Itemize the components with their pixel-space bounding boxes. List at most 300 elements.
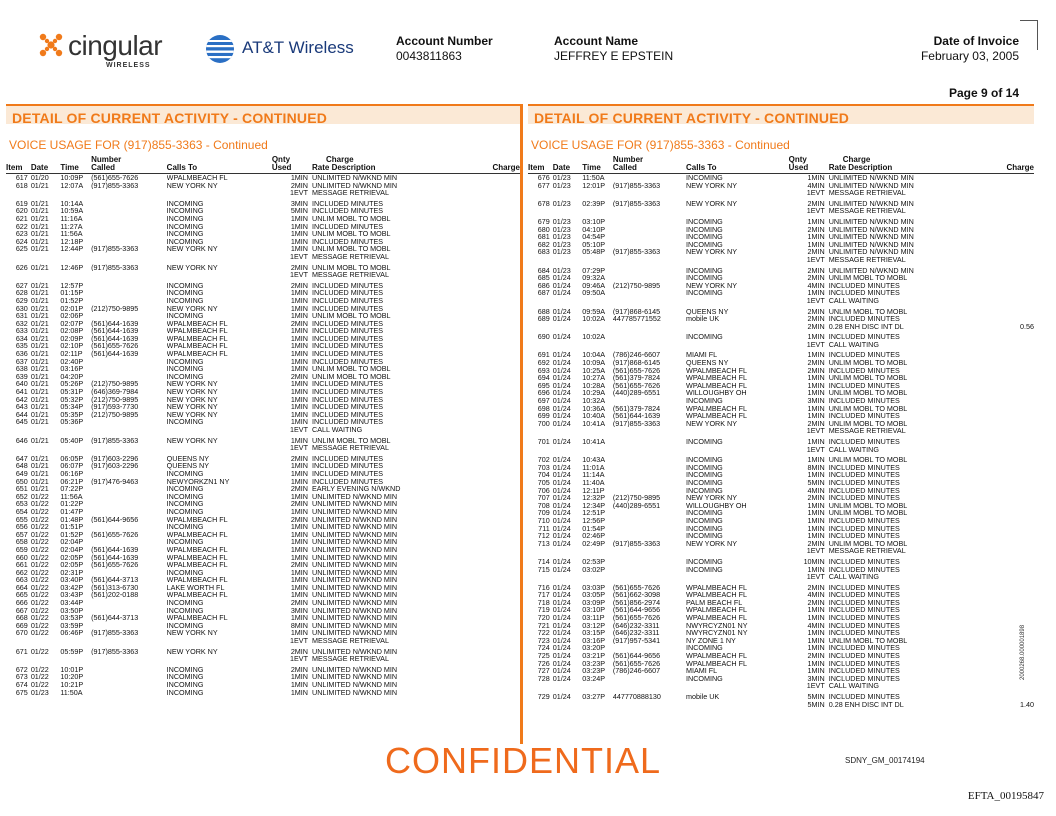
- rate-description: MESSAGE RETRIEVAL: [312, 271, 389, 280]
- item-number: 660: [15, 553, 28, 562]
- item-number: 661: [15, 561, 28, 569]
- invoice-date-label: Date of Invoice: [933, 34, 1019, 48]
- quantity-used: 1MIN: [807, 333, 825, 341]
- call-date: 01/24: [552, 621, 571, 630]
- item-number: 673: [15, 673, 28, 681]
- quantity-used: 2MIN: [807, 315, 825, 323]
- call-date: 01/21: [30, 410, 49, 419]
- table-row: [6, 245, 520, 253]
- call-date: 01/24: [552, 389, 571, 398]
- calls-to: INCOMING: [166, 469, 204, 478]
- call-date: 01/23: [552, 225, 571, 234]
- usage-table-body: [528, 174, 1034, 709]
- number-called: [613, 397, 686, 405]
- section-title: DETAIL OF CURRENT ACTIVITY - CONTINUED: [12, 110, 328, 126]
- call-time: 02:39P: [582, 199, 606, 208]
- rate-description: UNLIM MOBL TO MOBL: [312, 245, 391, 253]
- calls-to: WPALMBEACH FL: [166, 591, 228, 600]
- quantity-used: 1MIN: [807, 532, 825, 540]
- number-called: (561)655-7626: [612, 583, 661, 592]
- number-called: [613, 464, 686, 472]
- call-time: 01:48P: [60, 515, 84, 524]
- table-row: [528, 218, 1034, 226]
- column-divider: [520, 104, 523, 744]
- charge-amount: [981, 667, 1034, 675]
- calls-to: QUEENS NY: [686, 307, 729, 316]
- call-date: 01/22: [30, 647, 49, 656]
- table-row: [528, 248, 1034, 256]
- number-called: (917)855-3363: [91, 629, 139, 638]
- call-date: 01/21: [30, 436, 49, 445]
- quantity-used: 1MIN: [807, 438, 825, 446]
- call-time: 12:01P: [582, 181, 606, 190]
- item-number: [6, 655, 31, 666]
- item-number: 700: [537, 419, 550, 428]
- rate-description: UNLIMITED N/WKND MIN: [312, 500, 398, 508]
- number-called: [613, 274, 686, 282]
- call-time: 10:20P: [60, 673, 84, 681]
- charge-amount: [467, 455, 520, 463]
- quantity-used: 1MIN: [290, 681, 308, 689]
- charge-amount: [467, 358, 520, 366]
- rate-description: UNLIM MOBL TO MOBL: [312, 372, 391, 381]
- call-time: 12:51P: [582, 509, 606, 517]
- charge-amount: [981, 456, 1034, 464]
- table-row: [6, 531, 520, 539]
- quantity-used: 1EVT: [806, 340, 825, 349]
- charge-amount: [981, 367, 1034, 375]
- call-time: 10:41A: [582, 438, 606, 446]
- rate-description: UNLIMITED N/WKND MIN: [312, 681, 398, 689]
- item-number: 664: [15, 583, 28, 592]
- calls-to: NEW YORK NY: [686, 281, 738, 290]
- column-header: Time: [60, 164, 91, 174]
- item-number: 658: [15, 538, 28, 546]
- call-date: 01/21: [30, 418, 49, 426]
- call-date: 01/22: [30, 614, 49, 622]
- quantity-used: 3MIN: [807, 397, 825, 405]
- table-row: [6, 614, 520, 622]
- quantity-used: 2MIN: [290, 599, 308, 607]
- rate-description: INCLUDED MINUTES: [828, 516, 900, 525]
- call-time: 12:18P: [60, 237, 84, 246]
- rate-description: INCLUDED MINUTES: [828, 524, 900, 533]
- account-name-block: [554, 34, 673, 64]
- number-called: (646)369-7984: [91, 388, 139, 396]
- column-header: Called: [613, 164, 686, 174]
- item-number: 631: [15, 312, 28, 320]
- table-row: [528, 438, 1034, 446]
- number-called: [613, 701, 686, 709]
- call-date: 01/24: [552, 478, 571, 487]
- calls-to: INCOMING: [686, 644, 723, 653]
- call-date: 01/21: [30, 319, 49, 328]
- charge-amount: [467, 444, 520, 455]
- rate-description: INCLUDED MINUTES: [828, 565, 900, 574]
- call-date: 01/23: [552, 199, 571, 208]
- number-called: [91, 607, 167, 615]
- number-called: (917)855-3363: [612, 199, 661, 208]
- call-date: 01/24: [552, 404, 571, 413]
- call-date: 01/24: [552, 351, 571, 360]
- item-number: [528, 446, 553, 457]
- call-time: 05:59P: [60, 647, 84, 656]
- call-date: 01/21: [30, 281, 49, 290]
- call-date: 01/22: [30, 515, 49, 524]
- call-time: 05:35P: [60, 410, 84, 419]
- rate-description: INCLUDED MINUTES: [312, 222, 384, 231]
- quantity-used: 1EVT: [290, 189, 308, 198]
- calls-to: [686, 207, 789, 218]
- call-date: 01/24: [552, 659, 571, 668]
- table-row: [528, 525, 1034, 533]
- calls-to: [686, 323, 789, 334]
- invoice-date-block: [921, 34, 1019, 64]
- rate-description: UNLIMITED N/WKND MIN: [312, 647, 398, 656]
- call-time: [60, 271, 91, 282]
- charge-amount: [467, 576, 520, 584]
- number-called: (917)855-3363: [612, 181, 661, 190]
- charge-amount: [981, 540, 1034, 548]
- rate-description: UNLIM MOBL TO MOBL: [828, 404, 908, 413]
- calls-to: NEW YORK NY: [686, 248, 738, 256]
- rate-description: INCLUDED MINUTES: [828, 463, 900, 472]
- number-called: (917)593-7730: [91, 403, 139, 411]
- number-called: 447770888130: [612, 693, 661, 701]
- quantity-used: 1MIN: [290, 327, 308, 335]
- call-time: 10:09A: [582, 359, 606, 367]
- table-row: [6, 282, 520, 290]
- call-time: 02:01P: [60, 304, 84, 313]
- charge-amount: [467, 655, 520, 666]
- quantity-used: 5MIN: [807, 478, 825, 487]
- item-number: 637: [15, 357, 28, 366]
- number-called: (561)644-9656: [612, 606, 661, 615]
- call-date: 01/21: [30, 357, 49, 366]
- charge-amount: [981, 182, 1034, 190]
- calls-to: NEWYORKZN1 NY: [166, 477, 230, 486]
- quantity-used: 1MIN: [807, 524, 825, 533]
- quantity-used: 2MIN: [807, 248, 825, 256]
- quantity-used: 1EVT: [806, 445, 825, 454]
- call-date: 01/23: [552, 217, 571, 226]
- table-row: [6, 223, 520, 231]
- table-row: [6, 320, 520, 328]
- call-time: 10:21P: [60, 681, 84, 689]
- item-number: [528, 341, 553, 352]
- charge-amount: [981, 532, 1034, 540]
- call-date: 01/21: [30, 380, 49, 389]
- quantity-used: 2MIN: [290, 647, 308, 656]
- table-row: [528, 675, 1034, 683]
- call-date: 01/21: [30, 365, 49, 373]
- call-date: 01/22: [30, 621, 49, 630]
- table-row: [6, 437, 520, 445]
- quantity-used: 1MIN: [807, 636, 825, 645]
- number-called: [613, 682, 686, 693]
- call-time: 10:43A: [582, 456, 606, 464]
- quantity-used: 2MIN: [290, 372, 308, 381]
- rate-description: UNLIMITED N/WKND MIN: [312, 606, 398, 615]
- call-time: 05:10P: [582, 240, 606, 249]
- charge-amount: [467, 238, 520, 246]
- rate-description: MESSAGE RETRIEVAL: [312, 252, 389, 261]
- calls-to: NEW YORK NY: [686, 419, 738, 428]
- call-time: 11:40A: [582, 478, 605, 487]
- charge-amount: [467, 437, 520, 445]
- charge-amount: [981, 405, 1034, 413]
- call-date: 01/21: [30, 296, 49, 305]
- calls-to: INCOMING: [166, 681, 204, 689]
- table-row: [6, 655, 520, 666]
- calls-to: INCOMING: [166, 296, 204, 305]
- call-time: 10:32A: [582, 397, 606, 405]
- number-called: [613, 218, 686, 226]
- call-date: 01/23: [552, 240, 571, 249]
- call-date: 01/21: [30, 342, 49, 351]
- call-date: 01/24: [552, 501, 571, 510]
- number-called: (561)644-1639: [91, 334, 139, 343]
- table-row: [6, 297, 520, 305]
- number-called: [91, 681, 167, 689]
- charge-amount: [981, 682, 1034, 693]
- calls-to: WPALMBEACH FL: [686, 614, 748, 622]
- number-called: [613, 256, 686, 267]
- item-number: [528, 323, 553, 334]
- rate-description: INCLUDED MINUTES: [828, 621, 900, 630]
- call-date: 01/22: [30, 606, 49, 615]
- rate-description: UNLIM MOBL TO MOBL: [828, 274, 908, 282]
- rate-description: INCLUDED MINUTES: [828, 583, 900, 592]
- rate-description: UNLIMITED N/WKND MIN: [312, 523, 398, 531]
- usage-table: [6, 156, 520, 696]
- quantity-used: 1MIN: [290, 545, 308, 554]
- rate-description: UNLIM MOBL TO MOBL: [828, 374, 908, 382]
- table-row: [6, 500, 520, 508]
- calls-to: [167, 426, 272, 437]
- call-time: 02:04P: [60, 545, 84, 554]
- call-time: 10:02A: [582, 333, 606, 341]
- calls-to: [167, 271, 272, 282]
- charge-amount: [467, 538, 520, 546]
- table-row: [528, 573, 1034, 584]
- item-number: 690: [537, 333, 550, 341]
- quantity-used: 2MIN: [807, 199, 825, 208]
- activity-column-left: [6, 104, 520, 744]
- quantity-used: 8MIN: [807, 463, 825, 472]
- rate-description: UNLIM MOBL TO MOBL: [312, 365, 391, 373]
- charge-amount: [467, 500, 520, 508]
- number-called: [613, 471, 686, 479]
- rate-description: UNLIMITED N/WKND MIN: [312, 665, 398, 674]
- item-number: [6, 253, 31, 264]
- calls-to: INCOMING: [686, 266, 723, 275]
- table-row: [528, 509, 1034, 517]
- charge-amount: [467, 271, 520, 282]
- number-called: [613, 174, 686, 182]
- number-called: (212)750-9895: [91, 380, 139, 389]
- table-row: [528, 308, 1034, 316]
- charge-amount: [467, 523, 520, 531]
- call-time: 03:59P: [60, 621, 84, 630]
- table-row: [6, 215, 520, 223]
- item-number: 721: [537, 621, 550, 630]
- item-number: 640: [15, 380, 28, 389]
- column-header: Charge: [326, 155, 354, 164]
- item-number: 722: [537, 629, 550, 637]
- item-number: 650: [15, 477, 28, 486]
- rate-description: CALL WAITING: [828, 573, 879, 582]
- table-row: [528, 359, 1034, 367]
- rate-description: UNLIMITED N/WKND MIN: [312, 530, 398, 539]
- call-date: [31, 655, 61, 666]
- rate-description: INCLUDED MINUTES: [312, 319, 384, 328]
- quantity-used: 1MIN: [290, 222, 308, 231]
- rate-description: INCLUDED MINUTES: [828, 693, 900, 701]
- number-called: [91, 297, 167, 305]
- item-number: 619: [15, 199, 28, 208]
- rate-description: INCLUDED MINUTES: [828, 381, 900, 390]
- table-row: [6, 418, 520, 426]
- invoice-date-value: February 03, 2005: [920, 49, 1019, 63]
- number-called: (917)603-2296: [91, 454, 139, 463]
- rate-description: INCLUDED MINUTES: [312, 418, 384, 426]
- quantity-used: 1MIN: [290, 583, 308, 592]
- call-time: 03:03P: [582, 583, 606, 592]
- item-number: 639: [15, 372, 28, 381]
- calls-to: INCOMING: [686, 463, 723, 472]
- call-date: 01/24: [552, 532, 571, 540]
- calls-to: WPALMBEACH FL: [686, 659, 748, 668]
- charge-amount: [981, 359, 1034, 367]
- rate-description: UNLIMITED N/WKND MIN: [312, 545, 398, 554]
- section-title: DETAIL OF CURRENT ACTIVITY - CONTINUED: [534, 110, 850, 126]
- quantity-used: 2MIN: [807, 598, 825, 607]
- table-row: [528, 207, 1034, 218]
- item-number: [528, 573, 553, 584]
- calls-to: [686, 256, 789, 267]
- rate-description: UNLIMITED N/WKND MIN: [312, 553, 398, 562]
- rate-description: INCLUDED MINUTES: [312, 207, 384, 215]
- rate-description: UNLIMITED N/WKND MIN: [828, 173, 914, 182]
- calls-to: INCOMING: [166, 237, 204, 246]
- quantity-used: 1EVT: [806, 207, 825, 216]
- quantity-used: 1MIN: [807, 606, 825, 615]
- table-row: [6, 200, 520, 208]
- item-number: 647: [15, 454, 28, 463]
- number-called: [91, 470, 167, 478]
- rate-description: INCLUDED MINUTES: [828, 652, 900, 660]
- calls-to: INCOMING: [166, 289, 204, 297]
- item-number: 697: [537, 397, 550, 405]
- call-date: 01/23: [552, 181, 571, 190]
- charge-amount: 0.56: [1020, 322, 1034, 331]
- rate-description: UNLIM MOBL TO MOBL: [312, 312, 391, 320]
- charge-amount: [981, 351, 1034, 359]
- calls-to: MIAMI FL: [686, 351, 718, 360]
- call-time: [582, 207, 613, 218]
- account-number-block: [396, 34, 493, 64]
- quantity-used: 1MIN: [290, 591, 308, 600]
- rate-description: UNLIMITED N/WKND MIN: [312, 576, 398, 584]
- calls-to: INCOMING: [686, 240, 723, 249]
- column-header: Qnty: [271, 155, 291, 164]
- charge-amount: [981, 693, 1034, 701]
- rate-description: MESSAGE RETRIEVAL: [828, 189, 906, 198]
- call-date: [31, 189, 61, 200]
- charge-amount: [467, 599, 520, 607]
- item-number: 649: [15, 469, 28, 478]
- charge-amount: [981, 174, 1034, 182]
- calls-to: INCOMING: [686, 674, 723, 683]
- call-time: 03:20P: [582, 644, 606, 653]
- call-date: 01/21: [30, 207, 49, 215]
- rate-description: UNLIMITED N/WKND MIN: [828, 225, 914, 234]
- calls-to: INCOMING: [686, 274, 723, 282]
- quantity-used: 1EVT: [806, 547, 825, 556]
- call-time: [582, 341, 613, 352]
- calls-to: INCOMING: [166, 418, 204, 426]
- call-date: 01/24: [552, 471, 571, 479]
- charge-amount: [981, 599, 1034, 607]
- calls-to: INCOMING: [686, 233, 723, 241]
- call-date: 01/24: [552, 274, 571, 282]
- rate-description: UNLIMITED N/WKND MIN: [828, 266, 914, 275]
- call-time: 03:10P: [582, 217, 606, 226]
- charge-amount: [467, 418, 520, 426]
- number-called: [91, 289, 167, 297]
- quantity-used: 1MIN: [807, 240, 825, 249]
- rate-description: INCLUDED MINUTES: [828, 667, 900, 675]
- item-number: 665: [15, 591, 28, 600]
- item-number: 632: [15, 319, 28, 328]
- rate-description: INCLUDED MINUTES: [312, 395, 384, 404]
- call-date: 01/21: [30, 327, 49, 335]
- call-date: 01/20: [30, 173, 49, 182]
- call-date: 01/21: [30, 214, 49, 223]
- number-called: [91, 523, 167, 531]
- number-called: (917)868-6145: [612, 307, 661, 316]
- charge-amount: [467, 396, 520, 404]
- rate-description: INCLUDED MINUTES: [312, 327, 384, 335]
- table-header-row-top: [6, 156, 520, 164]
- rate-description: UNLIMITED N/WKND MIN: [312, 629, 398, 638]
- calls-to: [686, 573, 789, 584]
- call-date: 01/21: [30, 304, 49, 313]
- call-time: 05:40P: [60, 436, 84, 445]
- item-number: 723: [537, 636, 550, 645]
- item-number: 677: [537, 181, 550, 190]
- calls-to: WPALMBEACH FL: [686, 366, 748, 375]
- charge-amount: [467, 569, 520, 577]
- charge-amount: [467, 470, 520, 478]
- item-number: 704: [537, 471, 550, 479]
- calls-to: INCOMING: [166, 312, 204, 320]
- calls-to: INCOMING: [166, 222, 204, 231]
- rate-description: UNLIMITED N/WKND MIN: [828, 199, 914, 208]
- charge-amount: [467, 207, 520, 215]
- charge-amount: [467, 411, 520, 419]
- charge-amount: [467, 388, 520, 396]
- call-time: 03:10P: [582, 606, 606, 615]
- calls-to: INCOMING: [686, 516, 723, 525]
- call-date: 01/21: [30, 237, 49, 246]
- call-time: 11:50A: [582, 173, 605, 182]
- column-header: Charge: [842, 155, 871, 164]
- charge-amount: [981, 308, 1034, 316]
- quantity-used: 1MIN: [290, 365, 308, 373]
- call-date: 01/24: [552, 456, 571, 464]
